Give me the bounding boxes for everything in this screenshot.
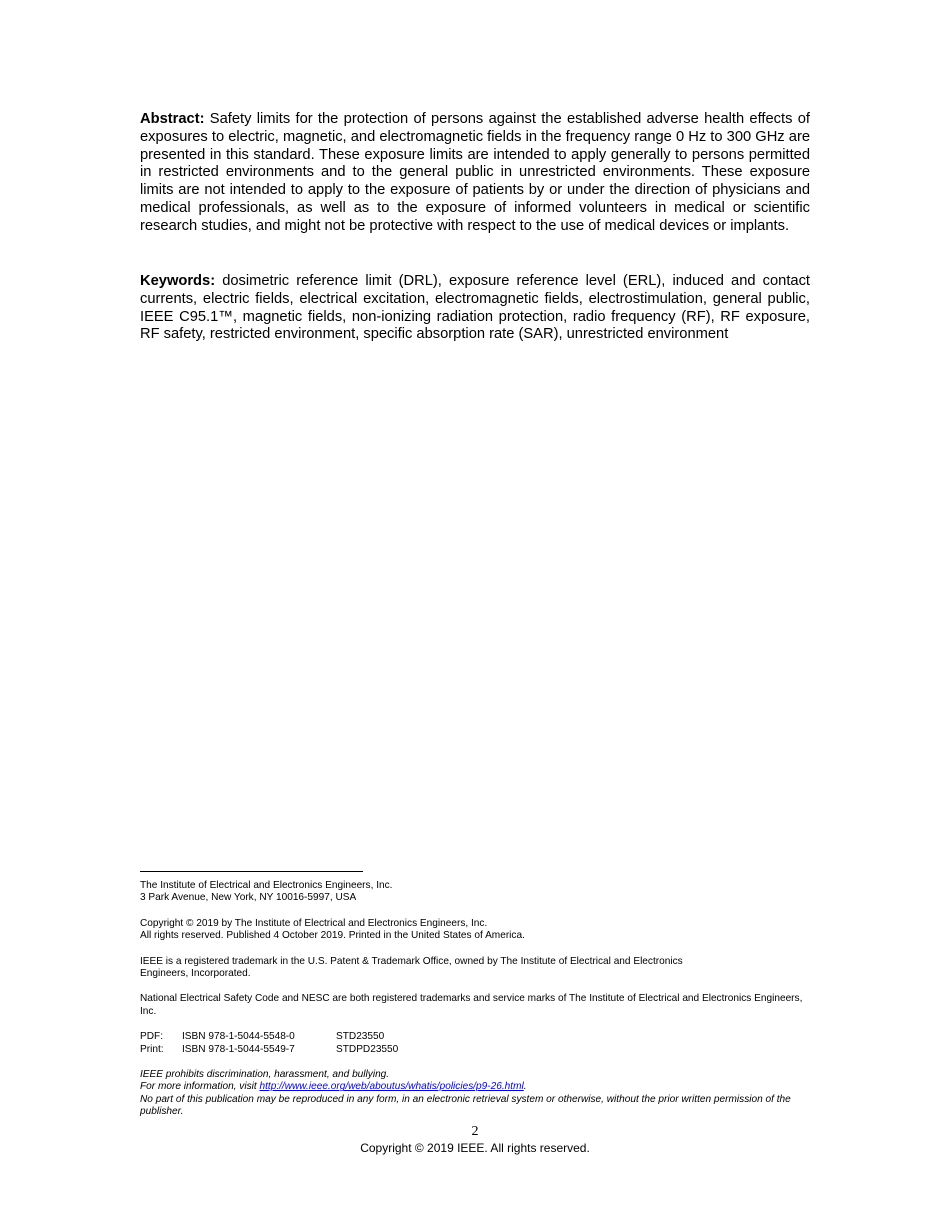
policy-block (140, 1069, 812, 1119)
isbn-block (140, 1031, 812, 1056)
keywords-label: Keywords: (140, 273, 216, 289)
policy-link[interactable]: http://www.ieee.org/web/aboutus/whatis/policies/p9-26.html (259, 1081, 524, 1093)
footnote-divider (140, 871, 363, 872)
copyright-line: Copyright © 2019 by The Institute of Electrical and Electronics Engineers, Inc. (140, 917, 488, 929)
publisher-block (140, 880, 812, 905)
nesc-trademark-note: National Electrical Safety Code and NESC are both registered trademarks and service marks of The Institute of Electrical and Electronics Engineers, Inc. (140, 993, 803, 1017)
isbn-number: ISBN 978-1-5044-5549-7 (182, 1043, 295, 1055)
abstract-text: Safety limits for the protection of persons against the established adverse health effects of exposures to electric, magnetic, and electromagnetic fields in the frequency range 0 Hz to 300 GHz are presented in this standard. These exposure limits are intended to apply generally to persons permitted in restricted environments and to the general public in unrestricted environments. These exposure limits are not intended to apply to the exposure of patients by or under the direction of physicians and medical professionals, as well as to the exposure of informed volunteers in medical or scientific research studies, and might not be protective with respect to the use of medical devices or implants. (140, 111, 810, 234)
institute-address: 3 Park Avenue, New York, NY 10016-5997, USA (140, 892, 357, 904)
page-number: 2 (471, 1124, 479, 1139)
keywords-text: dosimetric reference limit (DRL), exposure reference level (ERL), induced and contact currents, electric fields, electrical excitation, electromagnetic fields, electrostimulation, general public, IEEE C95.1™, magnetic fields, non-ionizing radiation protection, radio frequency (RF), RF exposure, RF safety, restricted environment, specific absorption rate (SAR), unrestricted environment (140, 273, 810, 343)
ieee-trademark-note: IEEE is a registered trademark in the U.S. Patent & Trademark Office, owned by The Institute of Electrical and Electronics Engineers, Incorporated. (140, 955, 683, 980)
isbn-number: ISBN 978-1-5044-5548-0 (182, 1031, 295, 1043)
copyright-block (140, 918, 812, 943)
isbn-format: Print: (140, 1043, 164, 1055)
abstract-paragraph (140, 111, 810, 236)
abstract-label: Abstract: (140, 111, 205, 127)
isbn-row-print (140, 1044, 812, 1056)
footer-copyright: Copyright © 2019 IEEE. All rights reserved. (360, 1141, 590, 1155)
isbn-format: PDF: (140, 1031, 163, 1043)
reproduction-notice: No part of this publication may be reproduced in any form, in an electronic retrieval system or otherwise, without the prior written permission of the publisher. (140, 1093, 791, 1118)
isbn-code: STDPD23550 (336, 1043, 399, 1055)
footnotes (140, 880, 812, 1119)
institute-name: The Institute of Electrical and Electronics Engineers, Inc. (140, 880, 393, 891)
rights-line: All rights reserved. Published 4 October 2019. Printed in the United States of America. (140, 930, 525, 942)
abstract-section (140, 111, 810, 236)
policy-statement: IEEE prohibits discrimination, harassment, and bullying. (140, 1069, 390, 1081)
policy-info-suffix: . (523, 1081, 527, 1093)
isbn-code: STD23550 (336, 1031, 385, 1043)
keywords-paragraph (140, 273, 810, 344)
isbn-row-pdf (140, 1031, 812, 1043)
policy-info-prefix: For more information, visit (140, 1081, 260, 1093)
keywords-section (140, 273, 810, 344)
